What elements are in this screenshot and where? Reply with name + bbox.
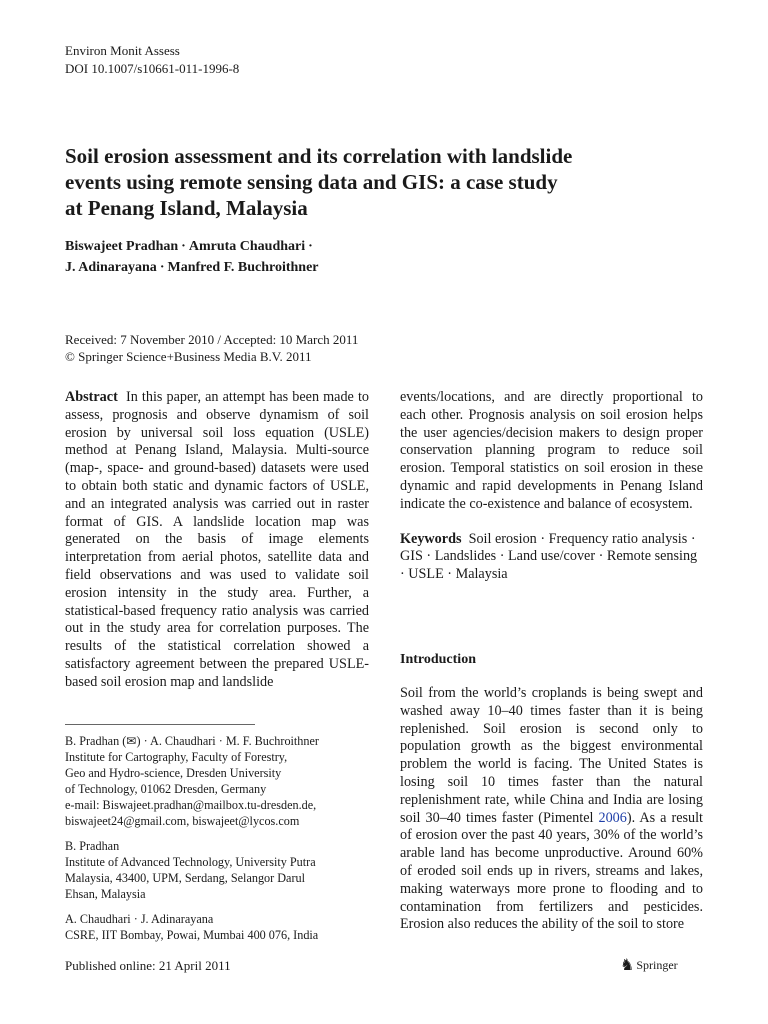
affil-line: A. Chaudhari · J. Adinarayana (65, 912, 214, 926)
envelope-icon: ✉ (126, 734, 137, 748)
abstract-right-column (400, 389, 703, 584)
affiliation-group (65, 838, 375, 902)
published-online: Published online: 21 April 2011 (65, 958, 231, 973)
author-name: Manfred F. Buchroithner (167, 260, 319, 275)
received-accepted: Received: 7 November 2010 / Accepted: 10 March 2011 (65, 332, 359, 347)
keyword-item: USLE (408, 566, 444, 583)
introduction-heading: Introduction (400, 652, 476, 667)
keyword-item: GIS (400, 548, 423, 565)
springer-horse-icon: ♞ (620, 957, 635, 974)
doi: DOI 10.1007/s10661-011-1996-8 (65, 61, 240, 76)
author-list (65, 236, 665, 278)
intro-text-part: Soil from the world’s croplands is being swept and washed away 10–40 times faster than it is being replenished. Soil erosion is second only to population growth as the biggest environmental problem the world is facing. The United States is losing soil 10 times faster than the natural replenishment rate, while China and India are losing soil 30–40 times faster (Pimentel (400, 685, 703, 826)
keyword-item: Soil erosion (468, 530, 537, 547)
footnote-divider (65, 724, 255, 725)
copyright: © Springer Science+Business Media B.V. 2011 (65, 349, 312, 364)
journal-header (65, 42, 239, 78)
author-separator: · (308, 239, 313, 254)
citation-link[interactable]: 2006 (598, 809, 627, 826)
affiliation-group (65, 733, 375, 829)
keyword-item: Malaysia (455, 566, 508, 583)
keyword-item: Frequency ratio analysis (548, 530, 688, 547)
title-line-2: events using remote sensing data and GIS: a case study (65, 170, 558, 194)
title-line-1: Soil erosion assessment and its correlation with landslide (65, 144, 573, 168)
affil-line: Institute of Advanced Technology, University Putra (65, 855, 316, 869)
keywords-block (400, 531, 703, 584)
keyword-separator: · (496, 548, 508, 565)
keyword-item: Remote sensing (606, 548, 698, 565)
abstract-label: Abstract (65, 389, 118, 405)
affil-line: B. Pradhan (65, 839, 120, 853)
author-name: J. Adinarayana (65, 260, 157, 275)
introduction-text (400, 685, 703, 934)
keyword-separator: · (422, 548, 435, 565)
title-line-3: at Penang Island, Malaysia (65, 196, 308, 220)
intro-text-part: ). As a result of erosion over the past 40 years, 30% of the world’s arable land has become unproductive. Around 60% of eroded soil ends up in rivers, streams and lakes, making waterways more prone to flooding and to contamination from fertilizers and pesticides. Erosion also reduces the ability of the soil to store (400, 809, 703, 933)
keyword-separator: · (536, 530, 549, 547)
affil-line: of Technology, 01062 Dresden, Germany (65, 782, 267, 796)
abstract-text: In this paper, an attempt has been made to assess, prognosis and observe dynamism of soil erosion by universal soil loss equation (USLE) method at Penang Island, Malaysia. Multi-source (map-, space- and ground-based) datasets were used to obtain both static and dynamic factors of USLE, and an integrated analysis was carried out in raster format of GIS. A landslide location map was generated on the basis of image elements interpretation from aerial photos, satellite data and field observations and was used to validate soil erosion intensity in the study area. Further, a statistical-based frequency ratio analysis was carried out in the study area for correlation purposes. The results of the statistical correlation showed a satisfactory agreement between the prepared USLE-based soil erosion map and landslide (65, 389, 369, 690)
abstract-left-column (65, 389, 369, 692)
affiliations (65, 733, 375, 952)
keyword-separator: · (400, 566, 409, 583)
keyword-item: Landslides (434, 548, 497, 565)
journal-name: Environ Monit Assess (65, 43, 180, 58)
publisher-logo (620, 955, 678, 975)
affiliation-group (65, 911, 375, 943)
email-line[interactable]: biswajeet24@gmail.com, biswajeet@lycos.com (65, 814, 300, 828)
author-name: Biswajeet Pradhan (65, 239, 179, 254)
email-line[interactable]: e-mail: Biswajeet.pradhan@mailbox.tu-dresden.de, (65, 798, 317, 812)
affil-line: CSRE, IIT Bombay, Powai, Mumbai 400 076, India (65, 928, 319, 942)
author-separator: · (159, 260, 165, 275)
publisher-name: Springer (636, 958, 678, 972)
author-separator: · (181, 239, 186, 254)
affil-line: Ehsan, Malaysia (65, 887, 146, 901)
affil-text: ) · A. Chaudhari · M. F. Buchroithner (136, 734, 319, 748)
affil-line: Institute for Cartography, Faculty of Forestry, (65, 750, 288, 764)
affil-line: Geo and Hydro-science, Dresden University (65, 766, 282, 780)
abstract-text-continued: events/locations, and are directly proportional to each other. Prognosis analysis on soil erosion helps the user agencies/decision makers to design proper conservation planning program to reduce soil erosion. Temporal statistics on soil erosion in these dynamic and rapid developments in Penang Island indicate the co-existence and balance of ecosystem. (400, 389, 703, 512)
article-dates (65, 331, 358, 365)
paper-title (65, 143, 665, 221)
keyword-separator: · (687, 530, 696, 547)
keyword-item: Land use/cover (508, 548, 596, 565)
affil-text: B. Pradhan ( (65, 734, 127, 748)
keywords-label: Keywords (400, 530, 462, 547)
keyword-separator: · (443, 566, 456, 583)
affil-line: Malaysia, 43400, UPM, Serdang, Selangor Darul (65, 871, 305, 885)
author-name: Amruta Chaudhari (188, 239, 306, 254)
keyword-separator: · (595, 548, 607, 565)
